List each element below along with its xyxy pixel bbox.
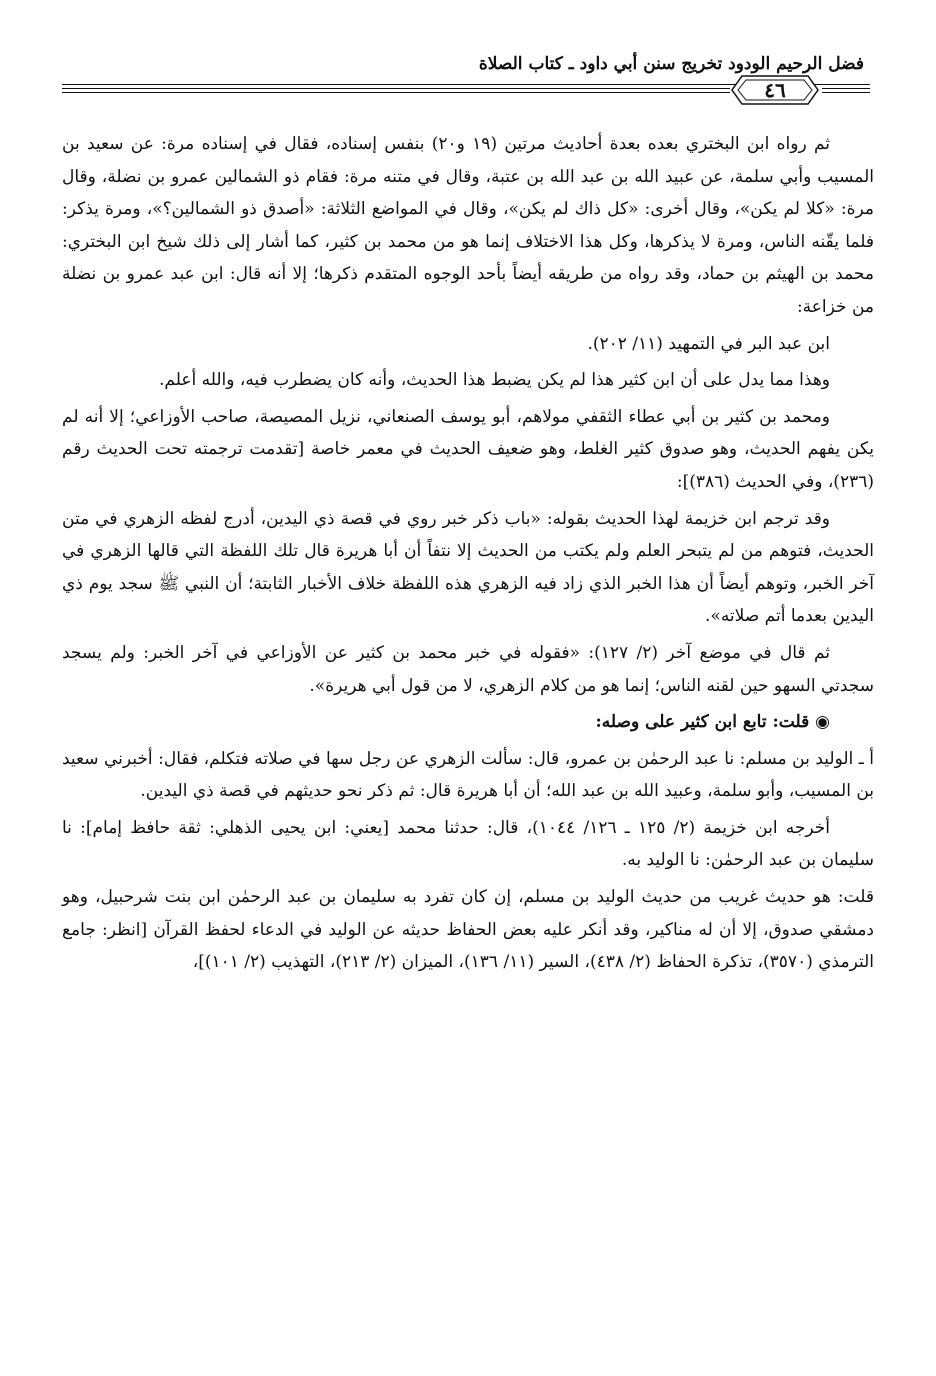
paragraph: وهذا مما يدل على أن ابن كثير هذا لم يكن يضبط هذا الحديث، وأنه كان يضطرب فيه، والله أعلم. [159,370,830,391]
header-rule-left-1 [62,88,730,89]
paragraph: أ ـ الوليد بن مسلم: نا عبد الرحمٰن بن عمرو، قال: سألت الزهري عن رجل سها في صلاته فتكلم، فقال: أخبرني سعيد بن المسيب، وأبو سلمة، وعبيد الله بن عبد الله؛ أن أبا هريرة قال: ثم ذكر نحو حديثهم في قصة ذي اليدين. [62,748,874,802]
paragraph: ثم قال في موضع آخر (٢/ ١٢٧): «فقوله في خبر محمد بن كثير عن الأوزاعي في آخر الخبر: ولم يسجد سجدتي السهو حين لقنه الناس؛ إنما هو من كلام الزهري، لا من قول أبي هريرة». [62,642,874,696]
paragraph: ابن عبد البر في التمهيد (١١/ ٢٠٢). [587,333,830,354]
section-heading: ◉ قلت: تابع ابن كثير على وصله: [595,712,830,733]
paragraph: ثم رواه ابن البختري بعده بعدة أحاديث مرتين (١٩ و٢٠) بنفس إسناده، فقال في إسناده مرة: عن سعيد بن المسيب وأبي سلمة، عن عبيد الله بن عبد الله بن عتبة، وقال في متنه مرة: فقام ذو الشمالين عمرو بن نضلة، وقال مرة: «كلا لم يكن»، وقال أخرى: «كل ذاك لم يكن»، وقال في المواضع الثلاثة: «أصدق ذو الشمالين؟»، ومرة يذكر: فلما يقّنه الناس، ومرة لا يذكرها، وكل هذا الاختلاف إنما هو من محمد بن كثير، كما أشار إلى ذلك شيخ ابن البختري: محمد بن الهيثم بن حماد، وقد رواه من طريقه أيضاً بأحد الوجوه المتقدم ذكرها؛ إلا أنه قال: ابن عبد عمرو بن نضلة من خزاعة: [62,134,874,317]
header-rule-right-2 [822,92,870,93]
page-number-box [730,72,820,108]
running-title: فضل الرحيم الودود تخريج سنن أبي داود ـ كتاب الصلاة [478,54,864,74]
page-number: ٤٦ [764,78,786,102]
paragraph: ومحمد بن كثير بن أبي عطاء الثقفي مولاهم، أبو يوسف الصنعاني، نزيل المصيصة، صاحب الأوزاعي؛ إلا أنه لم يكن يفهم الحديث، وهو صدوق كثير الغلط، وهو ضعيف الحديث في معمر خاصة [تقدمت ترجمته تحت الحديث رقم (٢٣٦)، وفي الحديث (٣٨٦)]: [62,406,874,492]
paragraph: أخرجه ابن خزيمة (٢/ ١٢٥ ـ ١٢٦/ ١٠٤٤)، قال: حدثنا محمد [يعني: ابن يحيى الذهلي: ثقة حافظ إمام]: نا سليمان بن عبد الرحمٰن: نا الوليد به. [62,817,874,871]
header-rule-right-1 [822,88,870,89]
page-body [62,128,874,983]
header-rule-left-2 [62,92,730,93]
paragraph: وقد ترجم ابن خزيمة لهذا الحديث بقوله: «باب ذكر خبر روي في قصة ذي اليدين، أدرج لفظه الزهري في متن الحديث، فتوهم من لم يتبحر العلم ولم يكتب من الحديث إلا نتفاً أن أبا هريرة قال تلك اللفظة التي قالها الزهري في آخر الخبر، وتوهم أيضاً أن هذا الخبر الذي زاد فيه الزهري هذه اللفظة خلاف الأخبار الثابتة؛ أن النبي ﷺ سجد يوم ذي اليدين بعدما أتم صلاته». [62,508,874,627]
paragraph: قلت: هو حديث غريب من حديث الوليد بن مسلم، إن كان تفرد به سليمان بن عبد الرحمٰن ابن بنت شرحبيل، وهو دمشقي صدوق، إلا أن له مناكير، وقد أنكر عليه بعض الحفاظ حديثه عن الوليد في الدعاء لحفظ القرآن [انظر: جامع الترمذي (٣٥٧٠)، تذكرة الحفاظ (٢/ ٤٣٨)، السير (١١/ ١٣٦)، الميزان (٢/ ٢١٣)، التهذيب (٢/ ١٠١)]، [62,887,874,973]
